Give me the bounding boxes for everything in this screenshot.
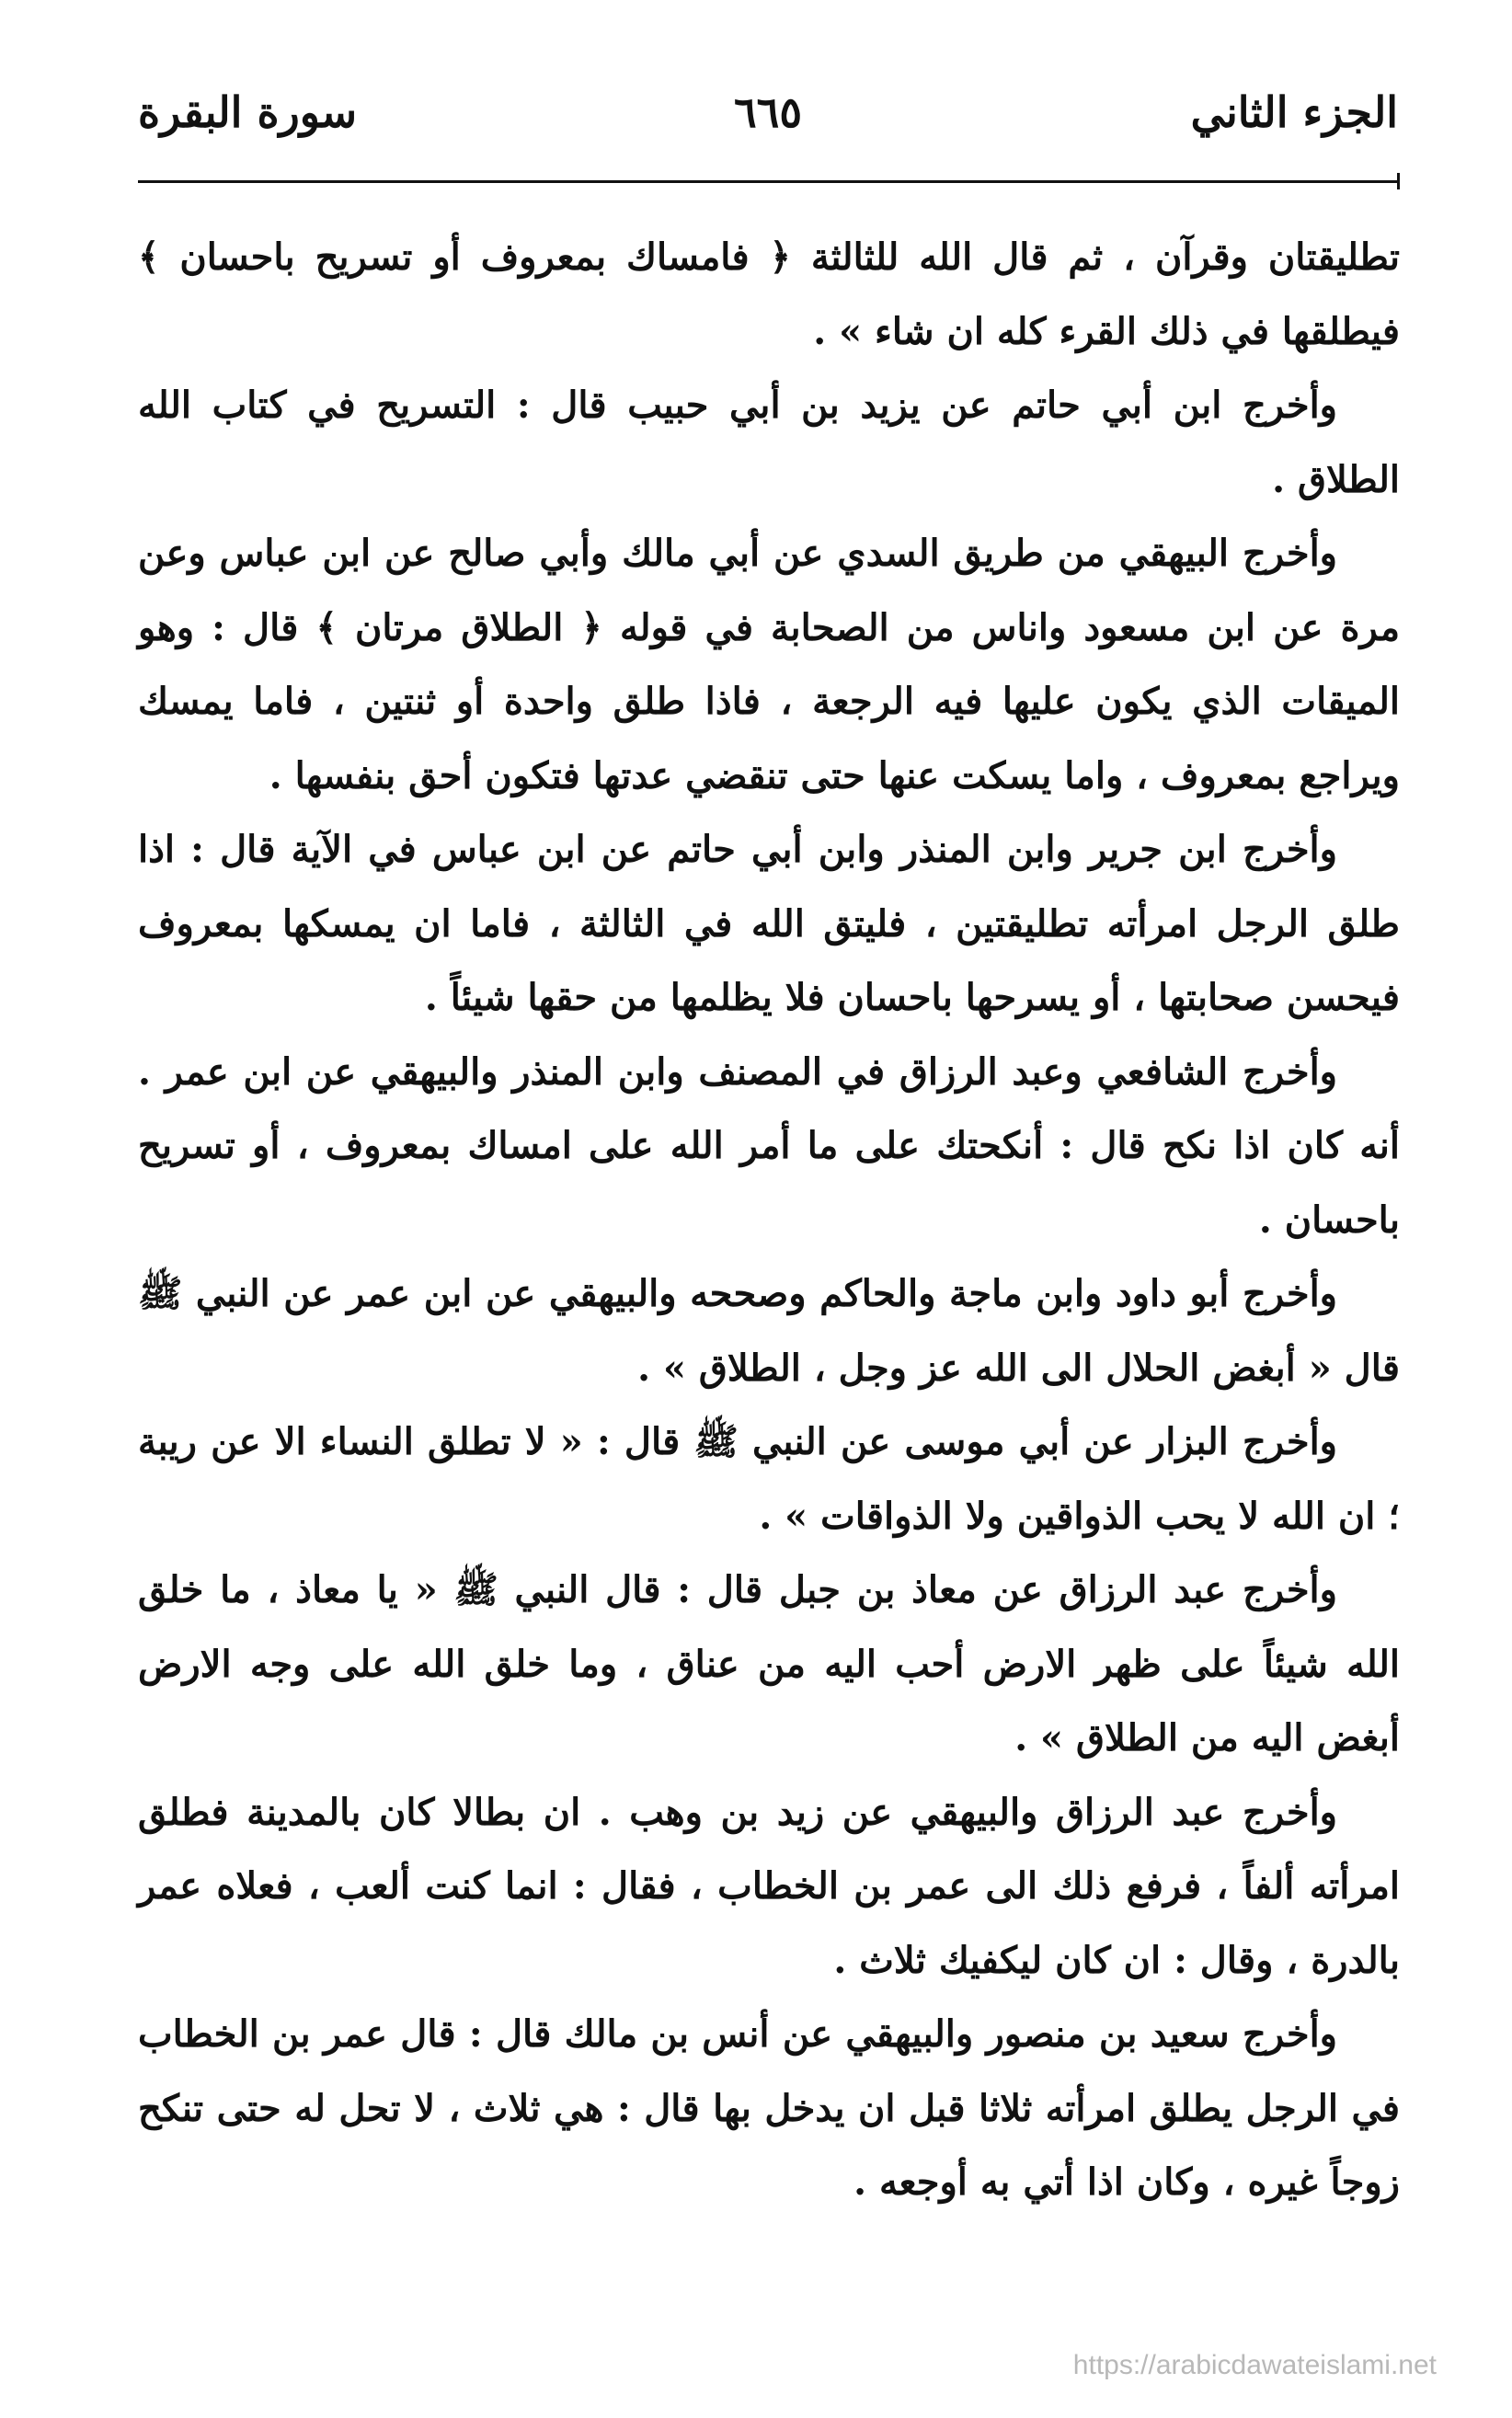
paragraph-3: وأخرج البيهقي من طريق السدي عن أبي مالك وأبي صالح عن ابن عباس وعن مرة عن ابن مسعود واناس من الصحابة في قوله ﴿ الطلاق مرتان ﴾ قال : وهو الميقات الذي يكون عليها فيه الرجعة ، فاذا طلق واحدة أو ثنتين ، فاما يمسك ويراجع بمعروف ، واما يسكت عنها حتى تنقضي عدتها فتكون أحق بنفسها . [138,532,1400,797]
paragraph-9: وأخرج عبد الرزاق والبيهقي عن زيد بن وهب . ان بطالا كان بالمدينة فطلق امرأته ألفاً ، فرفع ذلك الى عمر بن الخطاب ، فقال : انما كنت ألعب ، فعلاه عمر بالدرة ، وقال : ان كان ليكفيك ثلاث . [138,1790,1400,1982]
header-rule-tick [1397,173,1400,189]
paragraph-10: وأخرج سعيد بن منصور والبيهقي عن أنس بن مالك قال : قال عمر بن الخطاب في الرجل يطلق امرأته ثلاثا قبل ان يدخل بها قال : هي ثلاث ، لا تحل له حتى تنكح زوجاً غيره ، وكان اذا أتي به أوجعه . [138,2012,1400,2204]
paragraph-2: وأخرج ابن أبي حاتم عن يزيد بن أبي حبيب قال : التسريح في كتاب الله الطلاق . [138,384,1400,501]
page-number: ٦٦٥ [733,87,803,137]
paragraph-5: وأخرج الشافعي وعبد الرزاق في المصنف وابن المنذر والبيهقي عن ابن عمر . أنه كان اذا نكح قال : أنكحتك على ما أمر الله على امساك بمعروف ، أو تسريح باحسان . [138,1049,1400,1242]
paragraph-8: وأخرج عبد الرزاق عن معاذ بن جبل قال : قال النبي ﷺ « يا معاذ ، ما خلق الله شيئاً على ظهر الارض أحب اليه من عناق ، وما خلق الله على وجه الارض أبغض اليه من الطلاق » . [138,1568,1400,1759]
surah-title: سورة البقرة [138,87,358,137]
header-rule [138,180,1400,183]
paragraph-7: وأخرج البزار عن أبي موسى عن النبي ﷺ قال : « لا تطلق النساء الا عن ريبة ؛ ان الله لا يحب الذواقين ولا الذواقات » . [138,1420,1400,1538]
running-header [138,87,1398,161]
part-title: الجزء الثاني [1190,87,1398,137]
paragraph-6: وأخرج أبو داود وابن ماجة والحاكم وصححه والبيهقي عن ابن عمر عن النبي ﷺ قال « أبغض الحلال الى الله عز وجل ، الطلاق » . [138,1272,1400,1390]
watermark-url: https://arabicdawateislami.net [1072,2350,1437,2380]
page-body [138,221,1400,2220]
paragraph-1: تطليقتان وقرآن ، ثم قال الله للثالثة ﴿ فامساك بمعروف أو تسريح باحسان ﴾ فيطلقها في ذلك القرء كله ان شاء » . [138,235,1400,353]
paragraph-4: وأخرج ابن جرير وابن المنذر وابن أبي حاتم عن ابن عباس في الآية قال : اذا طلق الرجل امرأته تطليقتين ، فليتق الله في الثالثة ، فاما ان يمسكها بمعروف فيحسن صحابتها ، أو يسرحها باحسان فلا يظلمها من حقها شيئاً . [138,828,1400,1019]
